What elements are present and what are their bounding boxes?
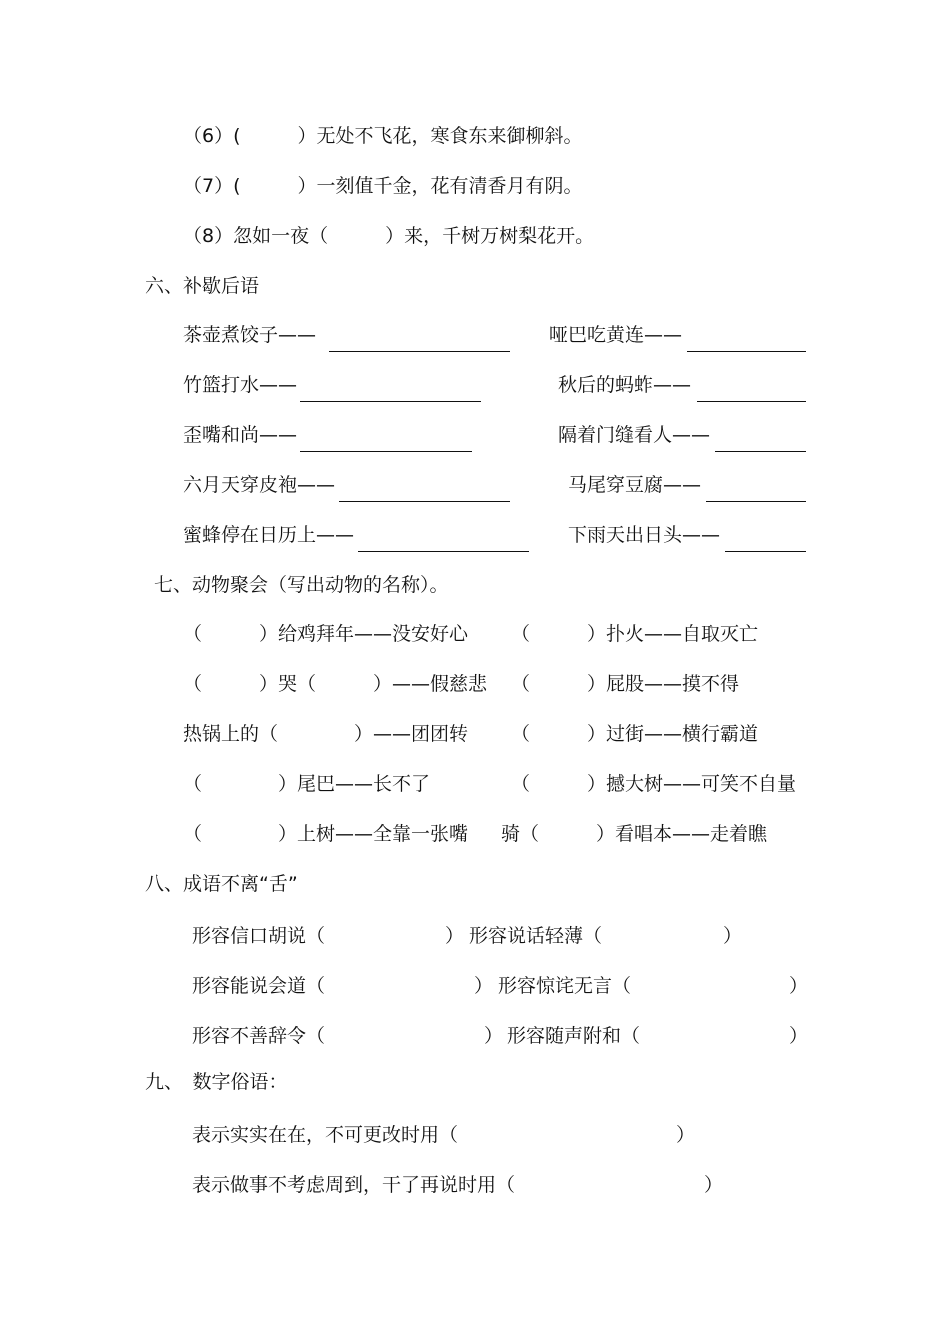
answer-blank[interactable] [687, 351, 806, 352]
question-prompt: 形容不善辞令（ [192, 1025, 326, 1047]
close-paren: ） [723, 925, 743, 947]
close-paren: ） [789, 975, 809, 997]
question-prompt: 竹篮打水—— [183, 374, 298, 396]
answer-blank[interactable] [697, 401, 806, 402]
question-prompt: 形容能说会道（ [192, 975, 326, 997]
answer-blank[interactable] [300, 401, 481, 402]
question-prompt: 茶壶煮饺子—— [183, 324, 317, 346]
close-paren: ） [676, 1124, 696, 1146]
answer-blank[interactable] [715, 451, 806, 452]
poem-line: （7）( ）一刻值千金，花有清香月有阴。 [183, 175, 583, 197]
question-item: 热锅上的（ ）——团团转 [183, 723, 469, 745]
close-paren: ） [484, 1025, 504, 1047]
section-heading: 七、动物聚会（写出动物的名称）。 [154, 574, 449, 596]
question-item: （ ）哭（ ）——假慈悲 [183, 673, 488, 695]
question-prompt: 表示做事不考虑周到，干了再说时用（ [192, 1174, 516, 1196]
question-item: （ ）给鸡拜年——没安好心 [183, 623, 469, 645]
close-paren: ） [789, 1025, 809, 1047]
question-item: （ ）屁股——摸不得 [511, 673, 740, 695]
poem-line: （6）( ）无处不飞花，寒食东来御柳斜。 [183, 125, 583, 147]
close-paren: ） [445, 925, 465, 947]
question-prompt: 形容说话轻薄（ [469, 925, 603, 947]
question-item: （ ）撼大树——可笑不自量 [511, 773, 797, 795]
section-heading: 六、补歇后语 [145, 275, 260, 297]
question-prompt: 隔着门缝看人—— [558, 424, 711, 446]
question-prompt: 形容随声附和（ [507, 1025, 641, 1047]
question-prompt: 形容惊诧无言（ [498, 975, 632, 997]
question-item: （ ）尾巴——长不了 [183, 773, 431, 795]
poem-line: （8）忽如一夜（ ）来，千树万树梨花开。 [183, 225, 595, 247]
question-item: （ ）上树——全靠一张嘴 [183, 823, 469, 845]
answer-blank[interactable] [329, 351, 510, 352]
answer-blank[interactable] [358, 551, 529, 552]
section-heading: 九、 数字俗语： [145, 1071, 288, 1093]
question-prompt: 哑巴吃黄连—— [549, 324, 683, 346]
close-paren: ） [704, 1174, 724, 1196]
question-item: （ ）过街——横行霸道 [511, 723, 759, 745]
question-prompt: 六月天穿皮袍—— [183, 474, 336, 496]
answer-blank[interactable] [725, 551, 806, 552]
section-heading: 八、成语不离“舌” [145, 873, 298, 895]
question-prompt: 蜜蜂停在日历上—— [183, 524, 355, 546]
question-prompt: 下雨天出日头—— [568, 524, 721, 546]
answer-blank[interactable] [339, 501, 510, 502]
question-prompt: 歪嘴和尚—— [183, 424, 298, 446]
close-paren: ） [474, 975, 494, 997]
question-item: 骑（ ）看唱本——走着瞧 [501, 823, 768, 845]
answer-blank[interactable] [300, 451, 472, 452]
answer-blank[interactable] [706, 501, 806, 502]
question-item: （ ）扑火——自取灭亡 [511, 623, 759, 645]
question-prompt: 秋后的蚂蚱—— [558, 374, 692, 396]
question-prompt: 马尾穿豆腐—— [568, 474, 702, 496]
question-prompt: 形容信口胡说（ [192, 925, 326, 947]
question-prompt: 表示实实在在，不可更改时用（ [192, 1124, 459, 1146]
